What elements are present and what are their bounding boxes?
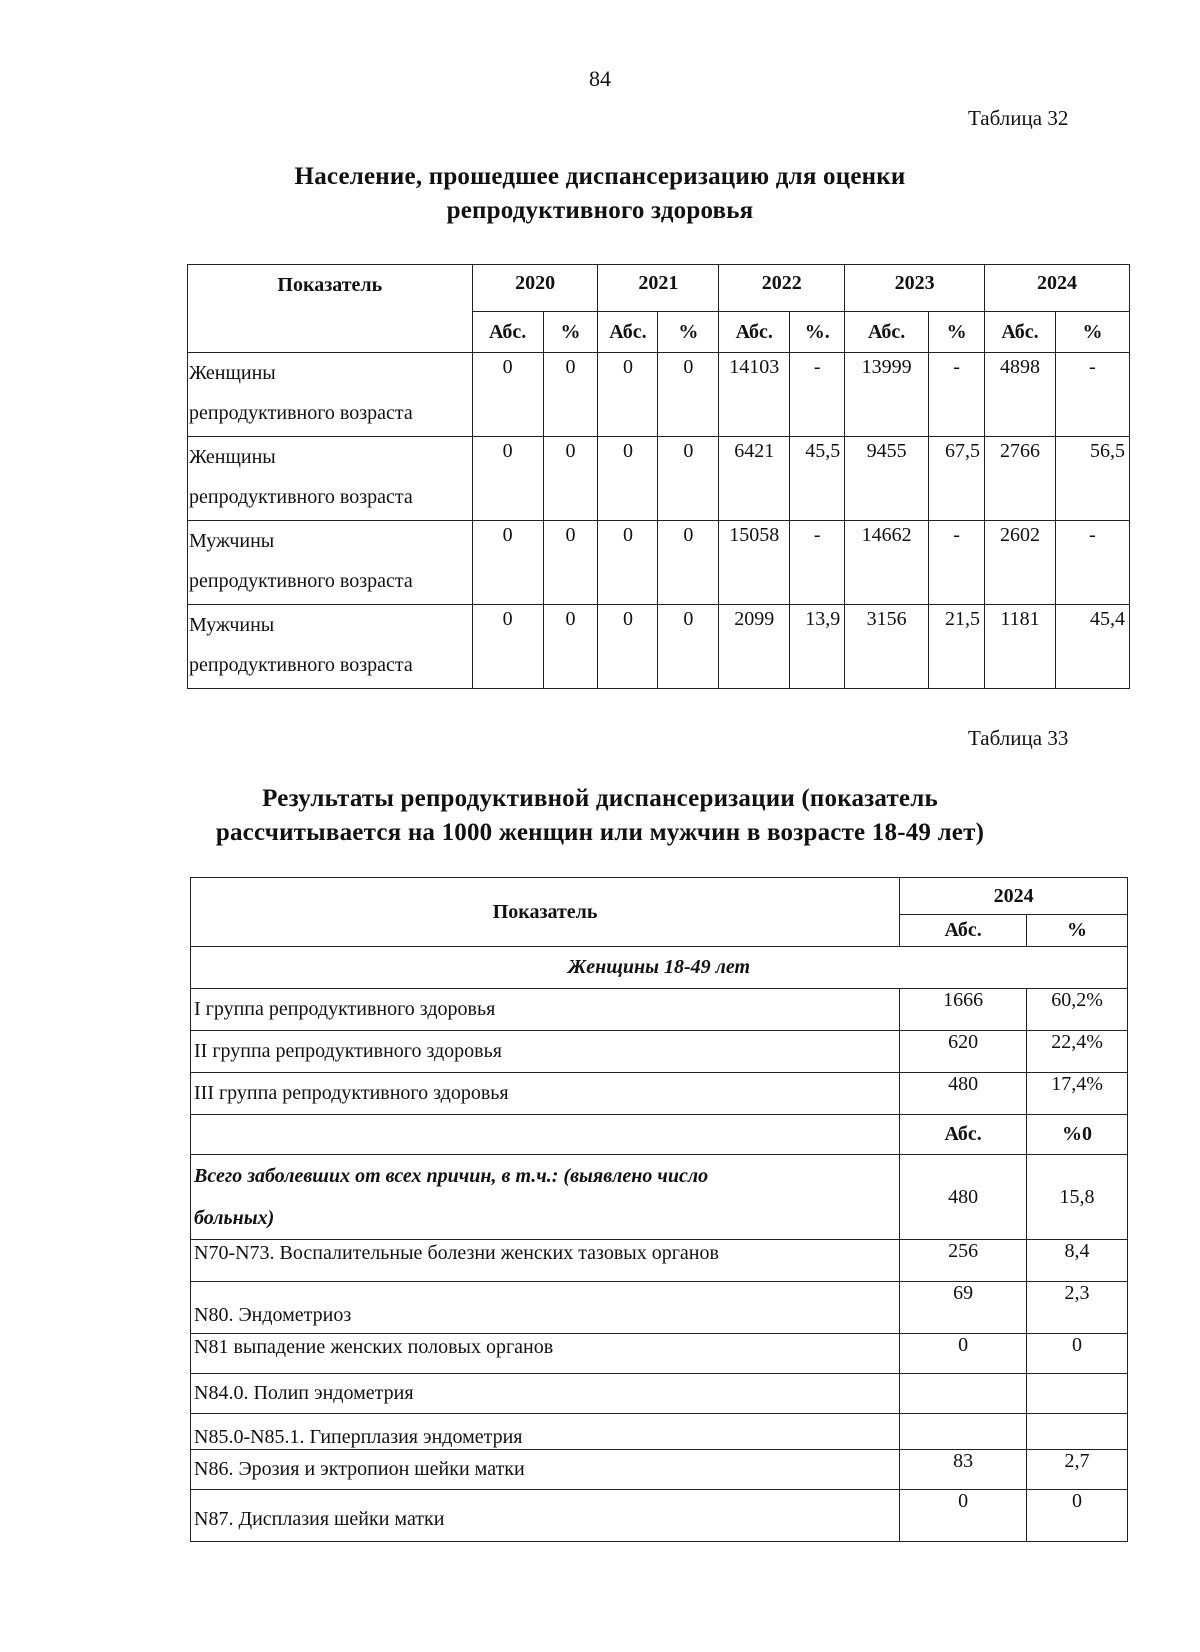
cell-value: 45,4 <box>1055 605 1129 689</box>
cell-value: 14103 <box>719 353 790 437</box>
subheader-abs: Абс. <box>900 1115 1027 1155</box>
cell-abs: 620 <box>900 1031 1027 1073</box>
cell-value: 0 <box>543 437 598 521</box>
table-32-title-line2: репродуктивного здоровья <box>446 197 754 224</box>
cell-value: 6421 <box>719 437 790 521</box>
row-label: N81 выпадение женских половых органов <box>191 1334 900 1374</box>
cell-value: 0 <box>543 521 598 605</box>
header-sub: % <box>929 312 985 353</box>
cell-value: 0 <box>1027 1334 1128 1374</box>
table-row <box>188 521 1130 605</box>
table-row <box>191 1155 1128 1240</box>
cell-value: 56,5 <box>1055 437 1129 521</box>
cell-abs: 69 <box>900 1282 1027 1334</box>
cell-pct: 17,4% <box>1027 1073 1128 1115</box>
cell-value <box>1027 1374 1128 1414</box>
table-32-title-line1: Население, прошедшее диспансеризацию для оценки <box>294 163 906 190</box>
row-label-line2: репродуктивного возраста <box>189 570 413 592</box>
cell-value: - <box>790 521 845 605</box>
cell-value: 8,4 <box>1027 1240 1128 1282</box>
cell-value: 0 <box>1027 1490 1128 1542</box>
header-sub: % <box>1055 312 1129 353</box>
cell-value: 0 <box>658 605 719 689</box>
cell-value: 1181 <box>985 605 1056 689</box>
table-33-title-line1: Результаты репродуктивной диспансеризации (показатель <box>262 785 938 812</box>
header-sub: Абс. <box>719 312 790 353</box>
row-indicator <box>188 605 473 689</box>
header-sub: Абс. <box>598 312 658 353</box>
cell-value: - <box>1055 521 1129 605</box>
cell-value: 67,5 <box>929 437 985 521</box>
total-label-line1: Всего заболевших от всех причин, в т.ч.: (выявлено число <box>194 1165 709 1187</box>
header-sub: Абс. <box>985 312 1056 353</box>
cell-value: - <box>1055 353 1129 437</box>
row-label-line1: Женщины <box>189 446 276 468</box>
table-32-title <box>0 160 1200 228</box>
cell-value: 45,5 <box>790 437 845 521</box>
table-row <box>188 353 1130 437</box>
table-row <box>191 1334 1128 1374</box>
cell-value: 2099 <box>719 605 790 689</box>
cell-value: 15,8 <box>1027 1155 1128 1240</box>
cell-value: 0 <box>543 353 598 437</box>
cell-value: 2602 <box>985 521 1056 605</box>
row-label: N87. Дисплазия шейки матки <box>191 1490 900 1542</box>
cell-value: 0 <box>658 437 719 521</box>
cell-value: 0 <box>472 521 543 605</box>
table-row <box>188 437 1130 521</box>
cell-value: 0 <box>598 521 658 605</box>
row-indicator <box>188 521 473 605</box>
row-label: II группа репродуктивного здоровья <box>191 1031 900 1073</box>
table-row <box>191 1031 1128 1073</box>
header-year: 2023 <box>845 265 985 312</box>
header-year: 2022 <box>719 265 845 312</box>
subheader-permille: %0 <box>1027 1115 1128 1155</box>
cell-value: 13999 <box>845 353 929 437</box>
cell-value: 2766 <box>985 437 1056 521</box>
cell-value: - <box>929 521 985 605</box>
cell-abs: 480 <box>900 1155 1027 1240</box>
total-label <box>191 1155 900 1240</box>
cell-abs: 256 <box>900 1240 1027 1282</box>
cell-abs: 480 <box>900 1073 1027 1115</box>
header-sub: Абс. <box>845 312 929 353</box>
empty-cell <box>191 1115 900 1155</box>
cell-abs: 83 <box>900 1450 1027 1490</box>
cell-value: 14662 <box>845 521 929 605</box>
cell-abs: 1666 <box>900 989 1027 1031</box>
cell-value: - <box>790 353 845 437</box>
header-year: 2024 <box>900 878 1128 915</box>
cell-value: 2,7 <box>1027 1450 1128 1490</box>
row-label: N84.0. Полип эндометрия <box>191 1374 900 1414</box>
cell-value: 0 <box>658 353 719 437</box>
row-label: N70-N73. Воспалительные болезни женских тазовых органов <box>191 1240 900 1282</box>
table-row <box>191 1282 1128 1334</box>
row-label-line1: Мужчины <box>189 530 275 552</box>
header-year: 2024 <box>985 265 1130 312</box>
cell-value: 15058 <box>719 521 790 605</box>
table-33-label: Таблица 33 <box>968 726 1069 750</box>
table-33-title-line2: рассчитывается на 1000 женщин или мужчин в возрасте 18-49 лет) <box>215 819 985 846</box>
cell-value: 0 <box>658 521 719 605</box>
table-32-label: Таблица 32 <box>968 106 1069 130</box>
cell-value: - <box>929 353 985 437</box>
table-32 <box>187 264 1130 689</box>
cell-abs: 0 <box>900 1334 1027 1374</box>
row-label-line2: репродуктивного возраста <box>189 654 413 676</box>
cell-abs: 0 <box>900 1490 1027 1542</box>
table-33-title <box>0 782 1200 850</box>
section-heading: Женщины 18-49 лет <box>191 947 1128 989</box>
header-sub: %. <box>790 312 845 353</box>
row-indicator <box>188 353 473 437</box>
cell-value: 0 <box>472 437 543 521</box>
header-pct: % <box>1027 915 1128 947</box>
cell-pct: 22,4% <box>1027 1031 1128 1073</box>
header-indicator: Показатель <box>188 265 473 353</box>
cell-value: 0 <box>472 353 543 437</box>
cell-value: 0 <box>598 605 658 689</box>
cell-value: 0 <box>543 605 598 689</box>
cell-value <box>1027 1414 1128 1450</box>
header-year: 2020 <box>472 265 598 312</box>
cell-value: 0 <box>598 353 658 437</box>
header-sub: Абс. <box>472 312 543 353</box>
row-label: N80. Эндометриоз <box>191 1282 900 1334</box>
cell-value: 4898 <box>985 353 1056 437</box>
cell-value: 3156 <box>845 605 929 689</box>
cell-value: 9455 <box>845 437 929 521</box>
row-label: N86. Эрозия и эктропион шейки матки <box>191 1450 900 1490</box>
cell-abs <box>900 1374 1027 1414</box>
table-row <box>191 1450 1128 1490</box>
cell-value: 2,3 <box>1027 1282 1128 1334</box>
table-row <box>188 605 1130 689</box>
table-row <box>191 1240 1128 1282</box>
header-abs: Абс. <box>900 915 1027 947</box>
total-label-line2: больных) <box>194 1207 275 1229</box>
row-label: N85.0-N85.1. Гиперплазия эндометрия <box>191 1414 900 1450</box>
cell-abs <box>900 1414 1027 1450</box>
row-label-line1: Мужчины <box>189 614 275 636</box>
cell-pct: 60,2% <box>1027 989 1128 1031</box>
row-label-line2: репродуктивного возраста <box>189 402 413 424</box>
page-number: 84 <box>589 66 611 91</box>
header-sub: % <box>543 312 598 353</box>
table-row <box>191 1490 1128 1542</box>
cell-value: 0 <box>598 437 658 521</box>
row-label: III группа репродуктивного здоровья <box>191 1073 900 1115</box>
row-indicator <box>188 437 473 521</box>
table-row <box>191 989 1128 1031</box>
row-label-line2: репродуктивного возраста <box>189 486 413 508</box>
cell-value: 13,9 <box>790 605 845 689</box>
row-label-line1: Женщины <box>189 362 276 384</box>
table-row <box>191 1414 1128 1450</box>
table-row <box>191 1073 1128 1115</box>
table-row <box>191 1374 1128 1414</box>
table-33 <box>190 877 1128 1542</box>
cell-value: 0 <box>472 605 543 689</box>
row-label: I группа репродуктивного здоровья <box>191 989 900 1031</box>
header-sub: % <box>658 312 719 353</box>
header-year: 2021 <box>598 265 719 312</box>
cell-value: 21,5 <box>929 605 985 689</box>
header-indicator: Показатель <box>191 878 900 947</box>
